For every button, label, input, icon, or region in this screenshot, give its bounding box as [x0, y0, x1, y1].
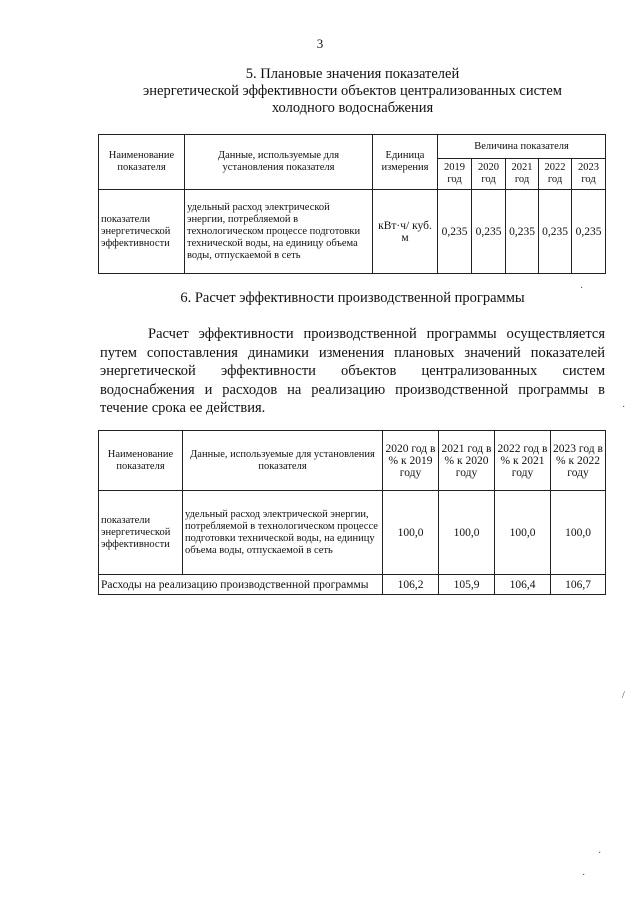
table2-header-period: 2023 год в % к 2022 году — [551, 431, 606, 491]
table-row — [99, 575, 606, 595]
section-5-heading — [100, 66, 605, 117]
table2-header-data: Данные, используемые для установления показателя — [183, 431, 383, 491]
table1-header-year: 2023 год — [572, 159, 606, 190]
table2-header-period: 2022 год в % к 2021 году — [495, 431, 551, 491]
section-5-title-line-3: холодного водоснабжения — [271, 100, 434, 116]
table2-value-cell: 100,0 — [495, 491, 551, 575]
page-number: 3 — [316, 36, 324, 51]
scan-speck: · — [580, 283, 584, 294]
table2-value-cell: 105,9 — [439, 575, 495, 595]
table2-value-cell: 100,0 — [383, 491, 439, 575]
energy-efficiency-table — [98, 134, 606, 274]
table1-header-year: 2022 год — [539, 159, 572, 190]
table1-row-name: показатели энергетической эффективности — [99, 190, 185, 274]
scan-speck: / — [622, 690, 625, 701]
table1-header-year: 2020 год — [472, 159, 506, 190]
section-5-title-line-2: энергетической эффективности объектов централизованных систем — [143, 83, 562, 99]
table1-value-cell: 0,235 — [506, 190, 539, 274]
section-5-title-line-1: 5. Плановые значения показателей — [245, 66, 460, 82]
table2-value-cell: 106,2 — [383, 575, 439, 595]
table2-row-name: показатели энергетической эффективности — [99, 491, 183, 575]
program-efficiency-table — [98, 430, 606, 595]
scan-speck: · — [598, 848, 602, 859]
table1-value-cell: 0,235 — [472, 190, 506, 274]
table2-value-cell: 100,0 — [439, 491, 495, 575]
table-row — [99, 190, 606, 274]
table1-header-unit: Единица измерения — [373, 135, 438, 190]
section-6-paragraph: Расчет эффективности производственной программы осуществляется путем сопоставления динамики изменения плановых значений показателей энергетической эффективности объектов централизованных систем водоснабжения и расходов на реализацию производственной программы в течение срока ее действия. — [100, 326, 605, 416]
table1-row-unit: кВт·ч/ куб. м — [373, 190, 438, 274]
section-6-title: 6. Расчет эффективности производственной программы — [180, 290, 525, 306]
table2-expenses-label: Расходы на реализацию производственной программы — [99, 575, 383, 595]
scan-speck: · — [622, 402, 626, 413]
table1-header-value-group: Величина показателя — [438, 135, 606, 159]
table1-value-cell: 0,235 — [572, 190, 606, 274]
table-row — [99, 491, 606, 575]
scan-speck: · — [582, 870, 586, 881]
table1-header-data: Данные, используемые для установления показателя — [185, 135, 373, 190]
table2-header-period: 2021 год в % к 2020 году — [439, 431, 495, 491]
table2-header-period: 2020 год в % к 2019 году — [383, 431, 439, 491]
table1-value-cell: 0,235 — [438, 190, 472, 274]
table1-row-data: удельный расход электрической энергии, потребляемой в технологическом процессе подготовки технической воды, на единицу объема воды, отпускаемой в сеть — [185, 190, 373, 274]
table2-value-cell: 100,0 — [551, 491, 606, 575]
table2-value-cell: 106,4 — [495, 575, 551, 595]
table2-value-cell: 106,7 — [551, 575, 606, 595]
table1-value-cell: 0,235 — [539, 190, 572, 274]
table2-header-name: Наименование показателя — [99, 431, 183, 491]
table2-row-data: удельный расход электрической энергии, потребляемой в технологическом процессе подготовки технической воды, на единицу объема воды, отпускаемой в сеть — [183, 491, 383, 575]
table1-header-year: 2021 год — [506, 159, 539, 190]
table1-header-year: 2019 год — [438, 159, 472, 190]
table1-header-name: Наименование показателя — [99, 135, 185, 190]
